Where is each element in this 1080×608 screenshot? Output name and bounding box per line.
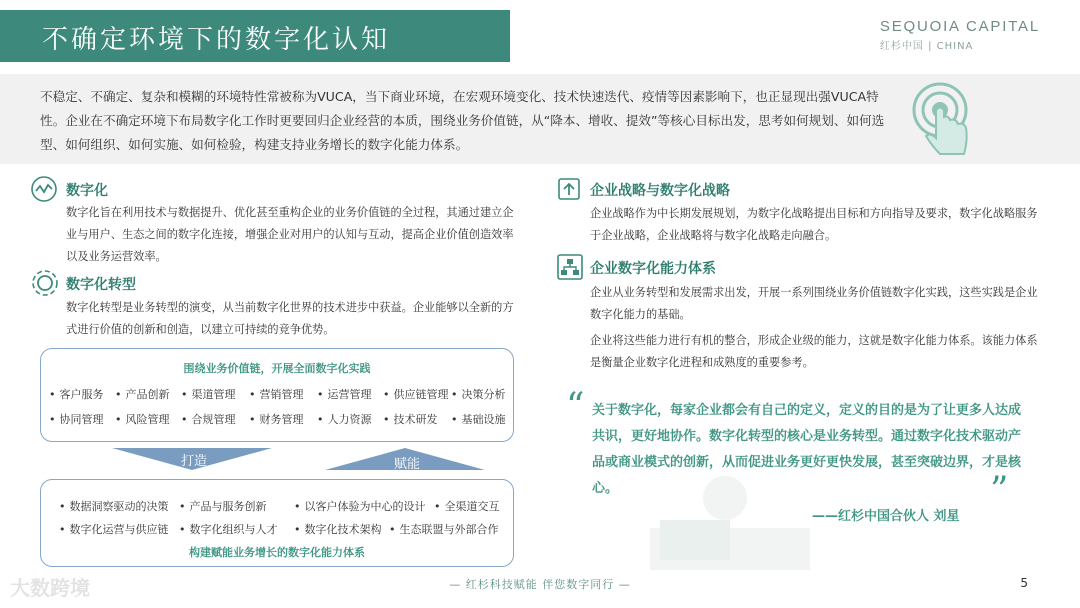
section-title-capability-system: 企业数字化能力体系 [590,261,716,277]
section-title-digitalization: 数字化 [66,183,108,199]
page-number: 5 [1020,576,1028,590]
intro-text: 不稳定、不确定、复杂和模糊的环境特性常被称为VUCA，当下商业环境，在宏观环境变化、技术快速迭代、疫情等因素影响下，也正显现出强VUCA特性。企业在不确定环境下布局数字化工作时更要回归企业经营的本质，围绕业务价值链，从“降本、增收、提效”等核心目标出发，思考如何规划、如何选型、如何组织、如何实施、如何检验，构建支持业务增长的数字化能力体系。 [40,89,885,152]
close-quote-icon: ” [990,470,1009,511]
arrow-label-build: 打造 [181,454,208,469]
list-item: • 供应链管理 [383,386,449,402]
section-title-strategy: 企业战略与数字化战略 [590,183,730,199]
value-chain-box [40,348,514,442]
list-item: • 数字化组织与人才 [179,521,278,537]
brand-sub: 红杉中国 | CHINA [879,41,974,52]
list-item: • 决策分析 [451,386,506,402]
list-item: • 产品创新 [115,386,170,402]
value-chain-title: 围绕业务价值链，开展全面数字化实践 [183,362,371,375]
list-item: • 客户服务 [49,386,104,402]
list-item: • 基础设施 [451,411,506,427]
list-item: • 营销管理 [249,386,304,402]
list-item: • 产品与服务创新 [179,498,267,514]
list-item: • 技术研发 [383,411,438,427]
brand-name: SEQUOIA CAPITAL [879,18,1040,35]
section-title-transformation: 数字化转型 [66,277,136,293]
list-item: • 数字化运营与供应链 [59,521,169,537]
list-item: • 协同管理 [49,411,104,427]
section-body-capability-1: 企业从业务转型和发展需求出发，开展一系列围绕业务价值链数字化实践，这些实践是企业数字化能力的基础。 [590,286,1038,321]
arrow-label-enable: 赋能 [394,457,421,472]
section-body-capability-2: 企业将这些能力进行有机的整合，形成企业级的能力，这就是数字化能力体系。该能力体系是衡量企业数字化进程和成熟度的重要参考。 [590,334,1038,369]
gear-icon [30,268,60,298]
brand-logo [880,18,1040,52]
section-body-strategy: 企业战略作为中长期发展规划，为数字化战略提出目标和方向指导及要求，数字化战略服务于企业战略，企业战略将与数字化战略走向融合。 [590,207,1038,242]
footer-slogan: — 红杉科技赋能 伴您数字同行 — [449,578,631,591]
page-title: 不确定环境下的数字化认知 [42,25,391,55]
list-item: • 财务管理 [249,411,304,427]
list-item: • 数据洞察驱动的决策 [59,498,169,514]
list-item: • 风险管理 [115,411,170,427]
org-chart-icon [557,254,583,280]
trend-wave-icon [30,175,58,203]
open-quote-icon: “ [566,386,585,427]
list-item: • 数字化技术架构 [294,521,382,537]
capability-title: 构建赋能业务增长的数字化能力体系 [189,546,365,559]
capability-box [40,479,514,567]
list-item: • 全渠道交互 [434,498,500,514]
list-item: • 合规管理 [181,411,236,427]
list-item: • 运营管理 [317,386,372,402]
upload-chart-icon [557,177,581,201]
title-bar [0,10,510,62]
quote-text: 关于数字化，每家企业都会有自己的定义，定义的目的是为了让更多人达成共识，更好地协作。数字化转型的核心是业务转型。通过数字化技术驱动产品或商业模式的创新，从而促进业务更好更快发展，甚至突破边界，才是核心。 [592,403,1022,496]
touch-finger-icon [908,80,978,160]
list-item: • 生态联盟与外部合作 [389,521,499,537]
section-body-transformation: 数字化转型是业务转型的演变，从当前数字化世界的技术进步中获益。企业能够以全新的方式进行价值的创新和创造，以建立可持续的竞争优势。 [66,301,514,336]
list-item: • 人力资源 [317,411,372,427]
list-item: • 渠道管理 [181,386,236,402]
watermark: 大数跨境 [10,576,90,600]
quote-author: ——红杉中国合伙人 刘星 [812,509,960,524]
list-item: • 以客户体验为中心的设计 [294,498,426,514]
section-body-digitalization: 数字化旨在利用技术与数据提升、优化甚至重构企业的业务价值链的全过程，其通过建立企业与用户、生态之间的数字化连接，增强企业对用户的认知与互动，提高企业价值创造效率以及业务运营效率。 [66,206,514,263]
